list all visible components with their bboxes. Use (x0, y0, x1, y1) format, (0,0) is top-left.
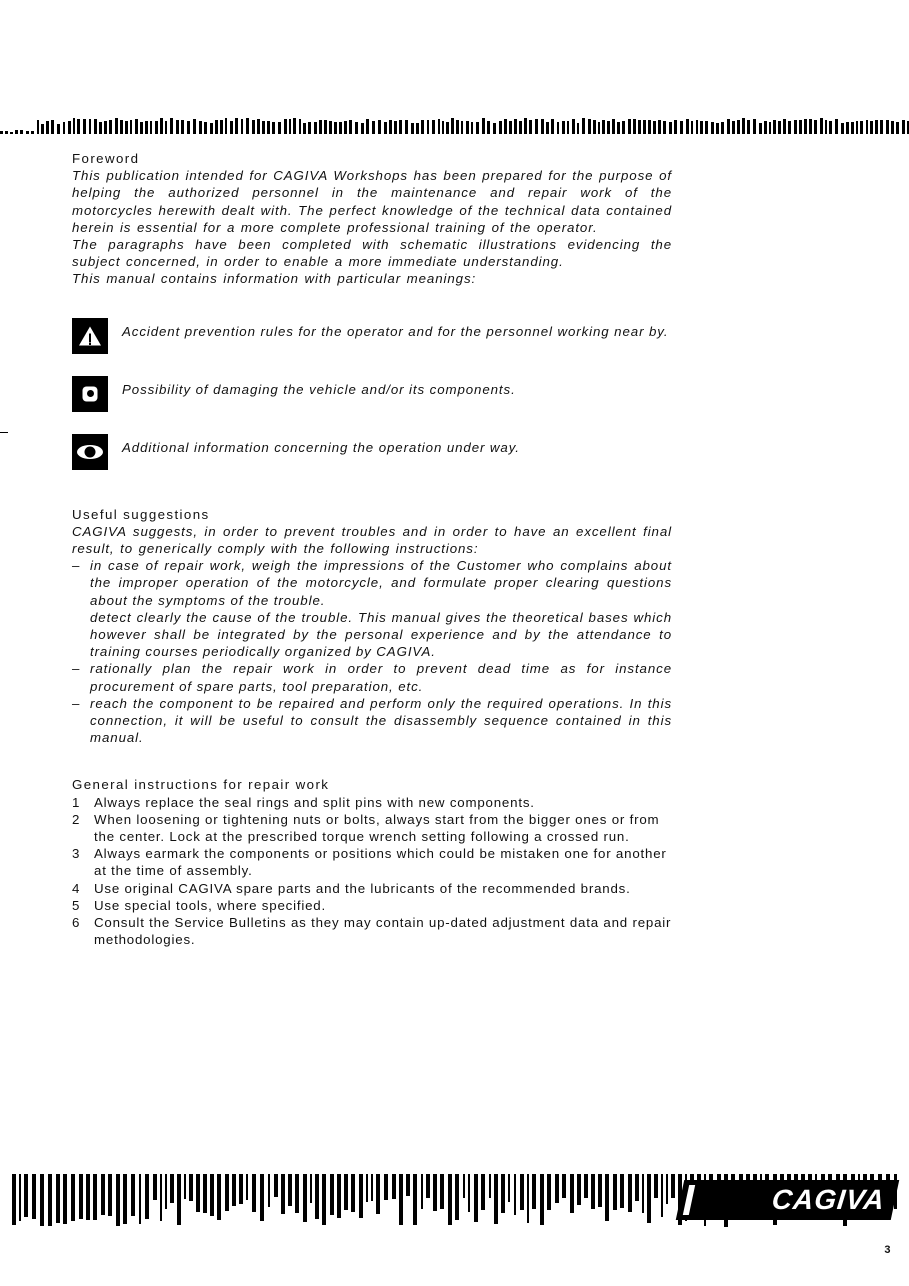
list-text: Use original CAGIVA spare parts and the lubricants of the recommended brands. (94, 880, 631, 896)
list-marker: 3 (72, 846, 81, 862)
page-content (72, 150, 672, 949)
top-barcode-rule (0, 118, 909, 134)
list-item (72, 557, 672, 609)
list-item (72, 695, 672, 747)
list-text: detect clearly the cause of the trouble. This manual gives the theoretical bases which however shall be integrated by the personal experience and by the attendance to training courses periodically organized by CAGIVA. (90, 609, 672, 660)
cagiva-logo (676, 1180, 900, 1220)
warning-triangle-icon (72, 318, 108, 354)
list-marker: – (72, 558, 81, 574)
symbol-text-information: Additional information concerning the operation under way. (122, 439, 520, 455)
symbol-row-damage (72, 376, 672, 412)
list-text: reach the component to be repaired and perform only the required operations. In this connection, it will be useful to consult the disassembly sequence contained in this manual. (90, 695, 672, 746)
list-text: rationally plan the repair work in order to prevent dead time as for instance procurement of spare parts, tool preparation, etc. (90, 661, 672, 694)
left-margin-tick (0, 432, 8, 433)
list-item (72, 660, 672, 694)
list-marker: 2 (72, 811, 81, 827)
symbol-row-information (72, 434, 672, 470)
foreword-paragraph-1: This publication intended for CAGIVA Workshops has been prepared for the purpose of helping the authorized personnel in the maintenance and repair work of the motorcycles herewith dealt with. The perfect knowledge of the technical data contained herein is essential for a more complete professional training of the operator. (72, 168, 672, 235)
list-marker: 6 (72, 915, 81, 931)
list-item (72, 811, 672, 845)
list-marker: 1 (72, 794, 81, 810)
useful-suggestions-heading: Useful suggestions (72, 506, 210, 522)
list-item (72, 914, 672, 948)
list-marker: 5 (72, 897, 81, 913)
list-item (72, 794, 672, 811)
list-text: Always earmark the components or positions which could be mistaken one for another at the time of assembly. (94, 846, 667, 879)
foreword-heading: Foreword (72, 151, 140, 166)
information-eye-icon (72, 434, 108, 470)
list-item (72, 897, 672, 914)
general-instructions-list (72, 794, 672, 949)
foreword-paragraph-3: This manual contains information with particular meanings: (72, 271, 477, 287)
list-marker: – (72, 661, 81, 677)
symbol-legend (72, 318, 672, 470)
cagiva-logo-text: CAGIVA (770, 1184, 887, 1215)
list-text: Use special tools, where specified. (94, 897, 326, 913)
symbol-text-damage: Possibility of damaging the vehicle and/or its components. (122, 381, 516, 397)
symbol-row-accident-prevention (72, 318, 672, 354)
page-number: 3 (884, 1244, 891, 1256)
list-text: Always replace the seal rings and split pins with new components. (94, 794, 535, 810)
foreword-paragraph-2: The paragraphs have been completed with schematic illustrations evidencing the subject concerned, in order to enable a more immediate understanding. (72, 237, 672, 270)
useful-suggestions-list (72, 557, 672, 746)
list-item (72, 880, 672, 897)
general-instructions-heading: General instructions for repair work (72, 777, 330, 793)
list-text: When loosening or tightening nuts or bolts, always start from the bigger ones or from the center. Lock at the prescribed torque wrench setting following a crossed run. (94, 811, 660, 845)
list-marker: 4 (72, 880, 81, 896)
list-text: in case of repair work, weigh the impressions of the Customer who complains about the improper operation of the motorcycle, and formulate proper clearing questions about the symptoms of the trouble. (90, 558, 672, 608)
list-item (72, 609, 672, 661)
damage-warning-icon (72, 376, 108, 412)
symbol-text-accident-prevention: Accident prevention rules for the operator and for the personnel working near by. (122, 323, 669, 339)
list-text: Consult the Service Bulletins as they may contain up-dated adjustment data and repair methodologies. (94, 915, 672, 948)
list-marker: – (72, 695, 81, 711)
useful-suggestions-intro: CAGIVA suggests, in order to prevent troubles and in order to have an excellent final result, to generically comply with the following instructions: (72, 523, 672, 557)
list-marker (72, 609, 90, 661)
list-item (72, 845, 672, 879)
